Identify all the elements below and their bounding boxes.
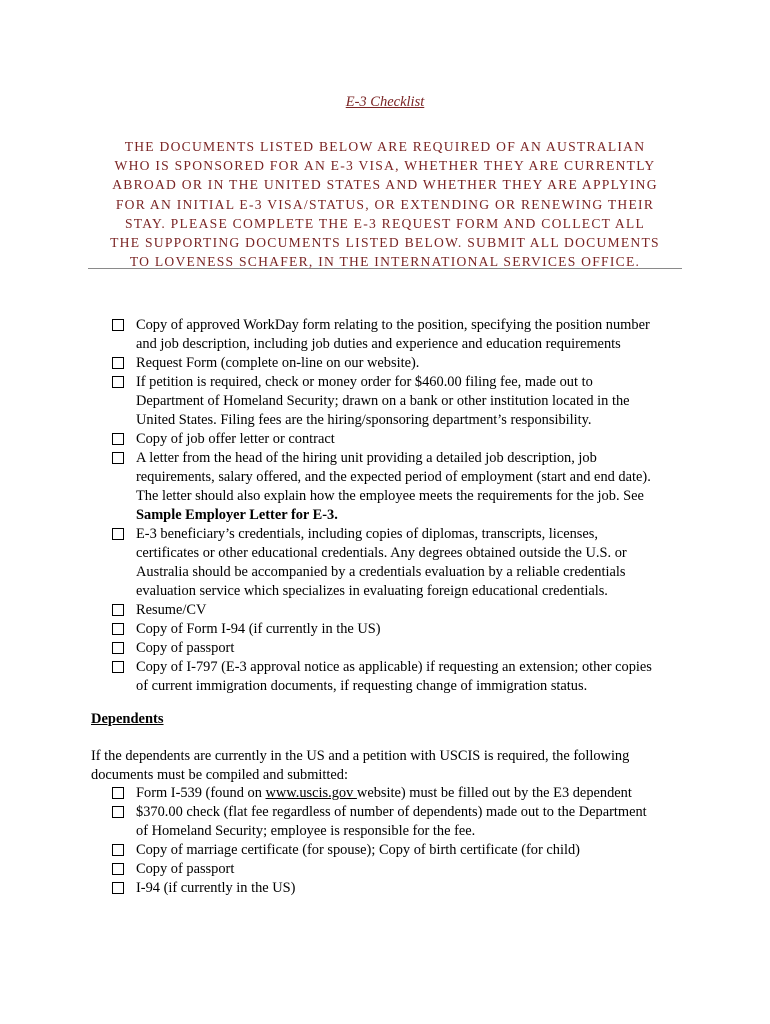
- item-text: Resume/CV: [136, 602, 207, 618]
- checklist-item-line: [136, 677, 684, 696]
- checklist-item-line: [136, 449, 684, 468]
- item-text: website) must be filled out by the E3 dependent: [356, 785, 632, 801]
- checkbox[interactable]: [112, 623, 124, 635]
- item-text: $370.00 check (flat fee regardless of number of dependents) made out to the Department: [136, 804, 647, 820]
- checkbox[interactable]: [112, 787, 124, 799]
- checkbox[interactable]: [112, 452, 124, 464]
- notice-line: THE DOCUMENTS LISTED BELOW ARE REQUIRED OF AN AUSTRALIAN: [124, 139, 646, 154]
- checklist-item: [0, 525, 684, 601]
- item-text: I-94 (if currently in the US): [136, 880, 296, 896]
- checklist-item: [0, 373, 684, 430]
- checklist-item: [0, 430, 684, 449]
- item-text: of current immigration documents, if requesting change of immigration status.: [136, 678, 588, 694]
- checklist-item-line: [136, 316, 684, 335]
- checklist-item-line: [136, 620, 684, 639]
- item-text: requirements, salary offered, and the expected period of employment (start and end date).: [136, 469, 651, 485]
- item-text: Copy of I-797 (E-3 approval notice as applicable) if requesting an extension; other copies: [136, 659, 652, 675]
- emphasized-text: Sample Employer Letter for E-3.: [136, 507, 338, 523]
- checklist-item: [0, 354, 684, 373]
- item-text: certificates or other educational credentials. Any degrees obtained outside the U.S. or: [136, 545, 627, 561]
- checklist-item-line: [136, 525, 684, 544]
- item-text: of Homeland Security; employee is responsible for the fee.: [136, 823, 476, 839]
- item-text: Request Form (complete on-line on our website).: [136, 355, 420, 371]
- checklist-item-line: [136, 468, 684, 487]
- checklist-item-line: [136, 430, 684, 449]
- item-text: If petition is required, check or money order for $460.00 filing fee, made out to: [136, 374, 593, 390]
- notice-line: ABROAD OR IN THE UNITED STATES AND WHETHER THEY ARE APPLYING: [112, 177, 658, 193]
- checklist-item-line: [136, 784, 684, 803]
- dependent-checklist-item: [0, 803, 684, 841]
- checklist-item: [0, 639, 684, 658]
- checklist-item-line: [136, 487, 684, 506]
- item-text: and job description, including job duties and experience and education requirements: [136, 336, 621, 352]
- item-text: Australia should be accompanied by a credentials evaluation by a reliable credentials: [136, 564, 626, 580]
- notice-line: THE SUPPORTING DOCUMENTS LISTED BELOW. SUBMIT ALL DOCUMENTS: [110, 235, 660, 251]
- notice-line: WHO IS SPONSORED FOR AN E-3 VISA, WHETHER THEY ARE CURRENTLY: [114, 158, 656, 174]
- checklist-item: [0, 601, 684, 620]
- checklist-item-line: [136, 803, 684, 822]
- item-text: Form I-539 (found on: [136, 785, 266, 801]
- item-text: United States. Filing fees are the hiring/sponsoring department’s responsibility.: [136, 412, 592, 428]
- dependents-heading: Dependents: [91, 711, 164, 727]
- checklist-item-line: [136, 582, 684, 601]
- document-checklist: [0, 316, 770, 696]
- checkbox[interactable]: [112, 376, 124, 388]
- website-link[interactable]: www.uscis.gov: [265, 785, 357, 801]
- checkbox[interactable]: [112, 661, 124, 673]
- checklist-item: [0, 620, 684, 639]
- item-text: Copy of marriage certificate (for spouse); Copy of birth certificate (for child): [136, 842, 580, 858]
- checklist-item-line: [136, 601, 684, 620]
- horizontal-divider: [88, 268, 682, 269]
- notice-line: STAY. PLEASE COMPLETE THE E-3 REQUEST FORM AND COLLECT ALL: [124, 215, 646, 231]
- checkbox[interactable]: [112, 528, 124, 540]
- item-text: evaluation service which specializes in evaluating foreign educational credentials.: [136, 583, 608, 599]
- checkbox[interactable]: [112, 642, 124, 654]
- checklist-item-line: [136, 822, 684, 841]
- dependents-checklist: [0, 784, 770, 898]
- item-text: Copy of passport: [136, 640, 235, 656]
- requirements-notice: [88, 137, 682, 271]
- checklist-item-line: [136, 506, 684, 525]
- checkbox[interactable]: [112, 357, 124, 369]
- item-text: Copy of Form I-94 (if currently in the US): [136, 621, 381, 637]
- checklist-item-line: [136, 658, 684, 677]
- checklist-item: [0, 316, 684, 354]
- dependents-intro-line: documents must be compiled and submitted:: [91, 767, 348, 783]
- checklist-item-line: [136, 354, 684, 373]
- item-text: A letter from the head of the hiring unit providing a detailed job description, job: [136, 450, 597, 466]
- checklist-item-line: [136, 411, 684, 430]
- item-text: The letter should also explain how the employee meets the requirements for the job. See: [136, 488, 644, 504]
- checkbox[interactable]: [112, 604, 124, 616]
- checklist-item-line: [136, 841, 684, 860]
- document-title: E-3 Checklist: [345, 94, 425, 110]
- notice-line: FOR AN INITIAL E-3 VISA/STATUS, OR EXTENDING OR RENEWING THEIR: [115, 196, 655, 212]
- notice-line: TO LOVENESS SCHAFER, IN THE INTERNATIONAL SERVICES OFFICE.: [129, 254, 641, 270]
- item-text: Copy of passport: [136, 861, 235, 877]
- checklist-item: [0, 658, 684, 696]
- dependents-intro: [91, 747, 691, 785]
- dependent-checklist-item: [0, 841, 684, 860]
- checklist-item-line: [136, 373, 684, 392]
- item-text: Department of Homeland Security; drawn on a bank or other institution located in the: [136, 393, 630, 409]
- checkbox[interactable]: [112, 882, 124, 894]
- checkbox[interactable]: [112, 319, 124, 331]
- checkbox[interactable]: [112, 806, 124, 818]
- checkbox[interactable]: [112, 863, 124, 875]
- checkbox[interactable]: [112, 433, 124, 445]
- checklist-item-line: [136, 879, 684, 898]
- dependents-intro-line: If the dependents are currently in the US and a petition with USCIS is required, the following: [91, 748, 630, 764]
- item-text: E-3 beneficiary’s credentials, including copies of diplomas, transcripts, licenses,: [136, 526, 598, 542]
- dependent-checklist-item: [0, 879, 684, 898]
- checkbox[interactable]: [112, 844, 124, 856]
- checklist-item-line: [136, 335, 684, 354]
- dependent-checklist-item: [0, 860, 684, 879]
- dependent-checklist-item: [0, 784, 684, 803]
- checklist-item-line: [136, 860, 684, 879]
- checklist-item-line: [136, 392, 684, 411]
- checklist-item-line: [136, 639, 684, 658]
- item-text: Copy of approved WorkDay form relating to the position, specifying the position number: [136, 317, 650, 333]
- checklist-item-line: [136, 563, 684, 582]
- item-text: Copy of job offer letter or contract: [136, 431, 335, 447]
- checklist-item-line: [136, 544, 684, 563]
- checklist-item: [0, 449, 684, 525]
